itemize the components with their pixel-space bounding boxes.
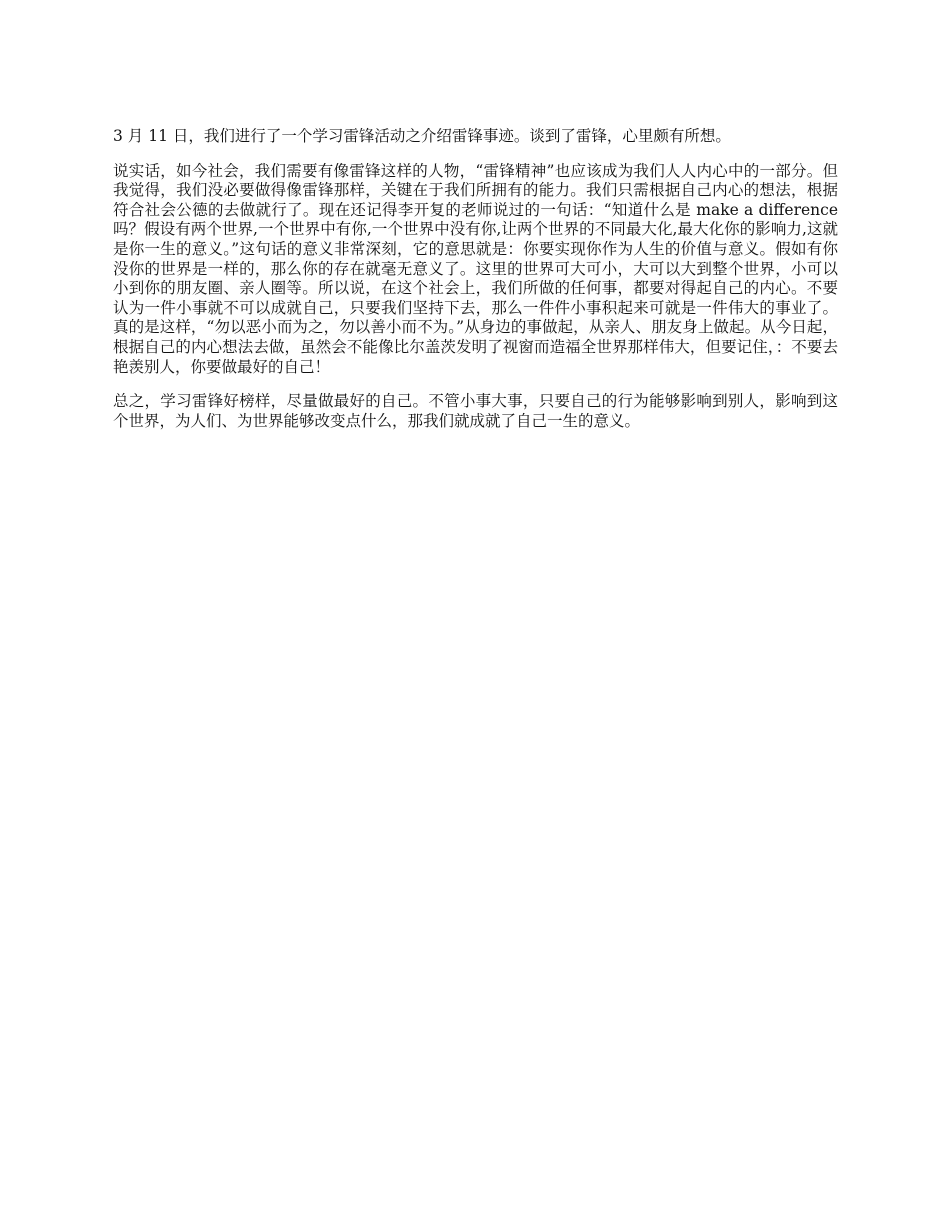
document-body — [113, 127, 838, 446]
paragraph-conclusion: 总之，学习雷锋好榜样，尽量做最好的自己。不管小事大事，只要自己的行为能够影响到别人，影响到这个世界，为人们、为世界能够改变点什么，那我们就成就了自己一生的意义。 — [113, 392, 838, 430]
paragraph-intro: 3 月 11 日，我们进行了一个学习雷锋活动之介绍雷锋事迹。谈到了雷锋，心里颇有所想。 — [113, 127, 731, 145]
paragraph-main: 说实话，如今社会，我们需要有像雷锋这样的人物，“雷锋精神”也应该成为我们人人内心中的一部分。但我觉得，我们没必要做得像雷锋那样，关键在于我们所拥有的能力。我们只需根据自己内心的想法，根据符合社会公德的去做就行了。现在还记得李开复的老师说过的一句话：“知道什么是 make a difference 吗？假设有两个世界,一个世界中有你,一个世界中没有你,让两个世界的不同最大化,最大化你的影响力,这就是你一生的意义。”这句话的意义非常深刻，它的意思就是：你要实现你作为人生的价值与意义。假如有你没你的世界是一样的，那么你的存在就毫无意义了。这里的世界可大可小，大可以大到整个世界，小可以小到你的朋友圈、亲人圈等。所以说，在这个社会上，我们所做的任何事，都要对得起自己的内心。不要认为一件小事就不可以成就自己，只要我们坚持下去，那么一件件小事积起来可就是一件伟大的事业了。真的是这样，“勿以恶小而为之，勿以善小而不为。”从身边的事做起，从亲人、朋友身上做起。从今日起，根据自己的内心想法去做，虽然会不能像比尔盖茨发明了视窗而造福全世界那样伟大，但要记住，：不要去艳羡别人，你要做最好的自己！ — [113, 161, 838, 376]
